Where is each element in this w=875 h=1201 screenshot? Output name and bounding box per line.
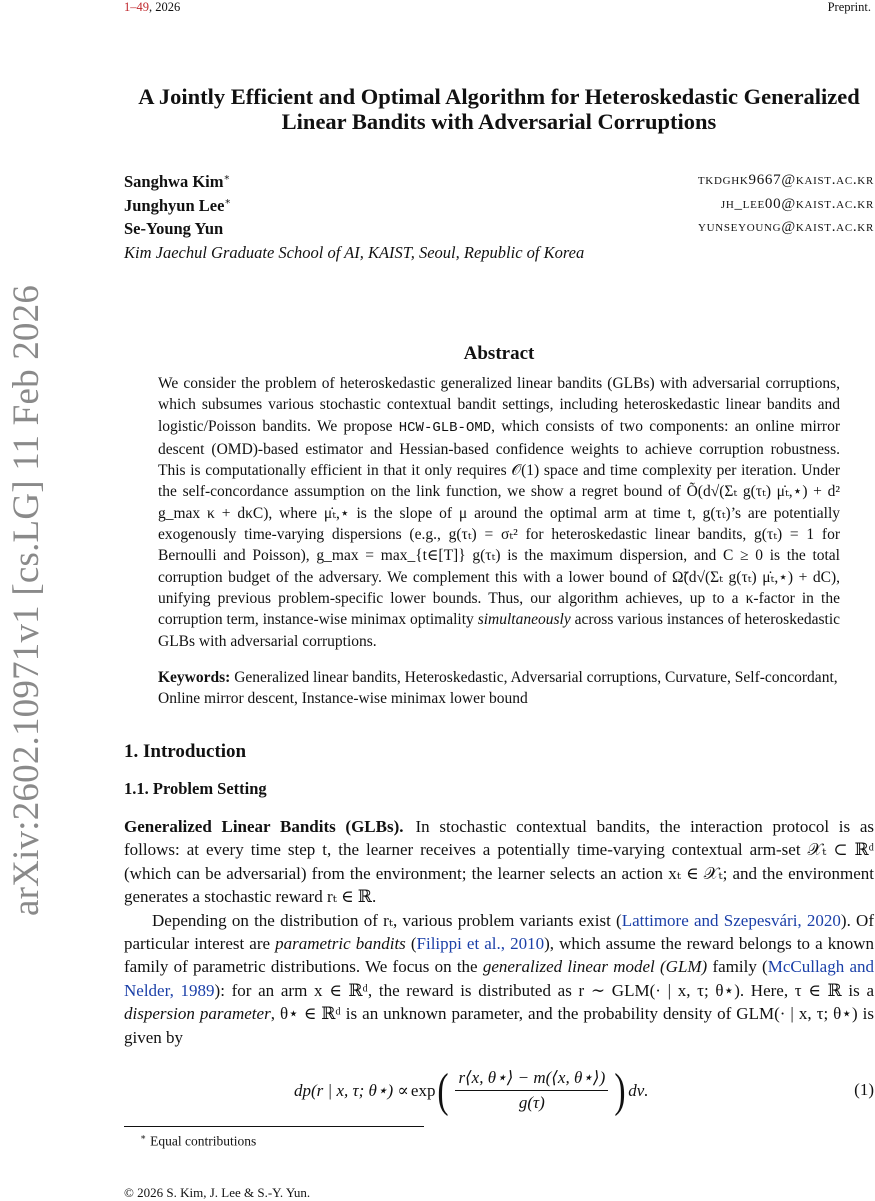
subsection-heading: 1.1. Problem Setting bbox=[124, 779, 267, 798]
equation-body: dp(r | x, τ; θ⋆) ∝ exp ( $\frac{r⟨x, \theta⋆⟩ - m(⟨x, \theta⋆⟩)}{g(\tau)}$ ) dν. bbox=[294, 1063, 649, 1117]
citation-link[interactable]: Filippi et al., 2010 bbox=[416, 934, 545, 954]
author-name: Junghyun Lee∗ bbox=[124, 195, 232, 215]
author-name: Sanghwa Kim∗ bbox=[124, 172, 231, 191]
body-text bbox=[124, 815, 874, 1049]
paper-title: A Jointly Efficient and Optimal Algorithm for Heteroskedastic Generalized Linear Bandits with Adversarial Corruptions bbox=[138, 84, 860, 134]
running-header-left bbox=[124, 0, 180, 15]
keywords: Keywords: Generalized linear bandits, Heteroskedastic, Adversarial corruptions, Curvature, Self-concordant, Online mirror descent, Instance-wise minimax lower bound bbox=[158, 669, 838, 708]
fraction: $\frac{r⟨x, \theta⋆⟩ - m(⟨x, \theta⋆⟩)}{g(\tau)}$ bbox=[455, 1068, 608, 1113]
algorithm-name: HCW-GLB-OMD bbox=[398, 419, 492, 436]
running-header-right: Preprint. bbox=[827, 0, 871, 14]
keywords-label: Keywords: bbox=[158, 669, 231, 686]
author-name: Se-Young Yun bbox=[124, 219, 224, 238]
author-email[interactable]: yunseyoung@kaist.ac.kr bbox=[697, 219, 874, 235]
citation-link[interactable]: Lattimore and Szepesvári, 2020 bbox=[621, 910, 841, 930]
citation-link[interactable]: McCullagh and Nelder, 1989 bbox=[124, 957, 874, 1000]
abstract-heading: Abstract bbox=[463, 343, 535, 364]
author-row bbox=[124, 196, 874, 220]
author-block bbox=[124, 172, 874, 263]
arxiv-identifier: arXiv:2602.10971v1 [cs.LG] 11 Feb 2026 bbox=[6, 284, 47, 916]
author-row bbox=[124, 172, 874, 196]
paragraph: Depending on the distribution of rₜ, various problem variants exist (Lattimore and Szepesvári, 2020). Of particular interest are parametric bandits (Filippi et al., 2010), which assume the reward belongs to a known family of parametric distributions. We focus on the generalized linear model (GLM) family (McCullagh and Nelder, 1989): for an arm x ∈ ℝᵈ, the reward is distributed as r ∼ GLM(· | x, τ; θ⋆). Here, τ ∈ ℝ is a dispersion parameter, θ⋆ ∈ ℝᵈ is an unknown parameter, and the probability density of GLM(· | x, τ; θ⋆) is given by bbox=[124, 910, 874, 1047]
author-row bbox=[124, 219, 874, 243]
header-year: , 2026 bbox=[149, 0, 181, 14]
footnote-divider bbox=[124, 1126, 424, 1127]
author-email[interactable]: tkdghk9667@kaist.ac.kr bbox=[697, 172, 874, 188]
paragraph: Generalized Linear Bandits (GLBs). In stochastic contextual bandits, the interaction protocol is as follows: at every time step t, the learner receives a potentially time-varying contextual arm-set 𝒳ₜ ⊂ ℝᵈ (which can be adversarial) from the environment; the learner selects an action xₜ ∈ 𝒳ₜ; and the environment generates a stochastic reward rₜ ∈ ℝ. bbox=[124, 817, 874, 907]
equation-1 bbox=[124, 1060, 874, 1120]
paragraph-heading: Generalized Linear Bandits (GLBs). bbox=[124, 817, 404, 836]
equation-number: (1) bbox=[854, 1080, 874, 1099]
footnote: ∗ Equal contributions bbox=[140, 1132, 257, 1149]
author-email[interactable]: jh_lee00@kaist.ac.kr bbox=[720, 195, 874, 212]
copyright-notice: © 2026 S. Kim, J. Lee & S.-Y. Yun. bbox=[124, 1185, 311, 1200]
abstract-text: We consider the problem of heteroskedastic generalized linear bandits (GLBs) with adversarial corruptions, which subsumes various stochastic contextual bandit settings, including heteroskedastic linear bandits and logistic/Poisson bandits. We propose HCW-GLB-OMD, which consists of two components: an online mirror descent (OMD)-based estimator and Hessian-based confidence weights to achieve corruption robustness. This is computationally efficient in that it only requires 𝒪(1) space and time complexity per iteration. Under the self-concordance assumption on the link function, we show a regret bound of Õ(d√(Σₜ g(τₜ) μ̇ₜ,⋆) + d² g_max κ + dκC), where μ̇ₜ,⋆ is the slope of μ around the optimal arm at time t, g(τₜ)’s are potentially exogenously time-varying dispersions (e.g., g(τₜ) = σₜ² for heteroskedastic linear bandits, g(τₜ) = 1 for Bernoulli and Poisson), g_max = max_{t∈[T]} g(τₜ) is the maximum dispersion, and C ≥ 0 is the total corruption budget of the adversary. We complement this with a lower bound of Ω̃(d√(Σₜ g(τₜ) μ̇ₜ,⋆) + dC), unifying previous problem-specific lower bounds. Thus, our algorithm achieves, up to a κ-factor in the corruption term, instance-wise minimax optimality simultaneously across various instances of heteroskedastic GLBs with adversarial corruptions. bbox=[158, 375, 841, 650]
section-heading: 1. Introduction bbox=[124, 741, 247, 762]
page-range-link[interactable]: 1–49 bbox=[124, 0, 149, 14]
affiliation: Kim Jaechul Graduate School of AI, KAIST, Seoul, Republic of Korea bbox=[124, 242, 585, 262]
